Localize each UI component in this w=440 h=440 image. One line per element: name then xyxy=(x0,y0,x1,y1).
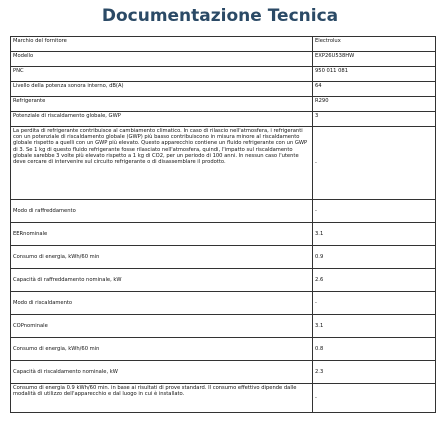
row-value: 2.3 xyxy=(313,361,436,384)
table-row xyxy=(11,269,436,292)
page-title: Documentazione Tecnica xyxy=(101,6,339,26)
row-label: Potenziale di riscaldamento globale, GWP xyxy=(11,112,313,127)
row-label: La perdita di refrigerante contribuisce al cambiamento climatico. In caso di rilascio nell'atmosfera, i refrigeranti con un potenziale di riscaldamento globale (GWP) più basso contribuiscono in misura minore al riscaldamento globale rispetto a quelli con un GWP più elevato. Questo apparecchio contiene un fluido refrigerante con un GWP di 3. Se 1 kg di questo fluido refrigerante fosse rilasciato nell'atmosfera, quindi, l'impatto sul riscaldamento globale sarebbe 3 volte più elevato rispetto a 1 kg di CO2, per un periodo di 100 anni. In nessun caso l'utente deve cercare di intervenire sul circuito refrigerante o di disassemblare il prodotto. xyxy=(11,127,313,200)
table-row xyxy=(11,315,436,338)
row-value: EXP26U538HW xyxy=(313,52,436,67)
table-row xyxy=(11,112,436,127)
row-label: Refrigerante xyxy=(11,97,313,112)
row-value: 950 011 081 xyxy=(313,67,436,82)
table-row xyxy=(11,384,436,413)
row-label: Livello della potenza sonora interno, dB(A) xyxy=(11,82,313,97)
row-value: 2.6 xyxy=(313,269,436,292)
row-value: 0.9 xyxy=(313,246,436,269)
row-label: Consumo di energia, kWh/60 min xyxy=(11,338,313,361)
table-row xyxy=(11,127,436,200)
row-label: EERnominale xyxy=(11,223,313,246)
row-value: - xyxy=(313,384,436,413)
row-label: PNC xyxy=(11,67,313,82)
row-label: Consumo di energia 0.9 kWh/60 min. in base ai risultati di prove standard. Il consumo effettivo dipende dalle modalità di utilizzo dell'apparecchio e dal luogo in cui è installato. xyxy=(11,384,313,413)
table-row xyxy=(11,200,436,223)
table-row xyxy=(11,67,436,82)
table-row xyxy=(11,292,436,315)
row-label: Modello xyxy=(11,52,313,67)
row-value: 0.8 xyxy=(313,338,436,361)
row-label: Capacità di riscaldamento nominale, kW xyxy=(11,361,313,384)
row-value: R290 xyxy=(313,97,436,112)
row-value: 3.1 xyxy=(313,315,436,338)
spec-table xyxy=(10,36,436,413)
row-value: - xyxy=(313,200,436,223)
row-label: Consumo di energia, kWh/60 min xyxy=(11,246,313,269)
table-row xyxy=(11,361,436,384)
table-row xyxy=(11,52,436,67)
row-value: - xyxy=(313,292,436,315)
row-value: - xyxy=(313,127,436,200)
table-row xyxy=(11,338,436,361)
row-value: 3 xyxy=(313,112,436,127)
table-row xyxy=(11,246,436,269)
row-label: COPnominale xyxy=(11,315,313,338)
table-row xyxy=(11,97,436,112)
table-row xyxy=(11,37,436,52)
row-label: Modo di riscaldamento xyxy=(11,292,313,315)
row-value: 64 xyxy=(313,82,436,97)
table-row xyxy=(11,223,436,246)
table-row xyxy=(11,82,436,97)
row-label: Capacità di raffreddamento nominale, kW xyxy=(11,269,313,292)
row-value: Electrolux xyxy=(313,37,436,52)
row-label: Modo di raffreddamento xyxy=(11,200,313,223)
row-label: Marchio del fornitore xyxy=(11,37,313,52)
row-value: 3.1 xyxy=(313,223,436,246)
